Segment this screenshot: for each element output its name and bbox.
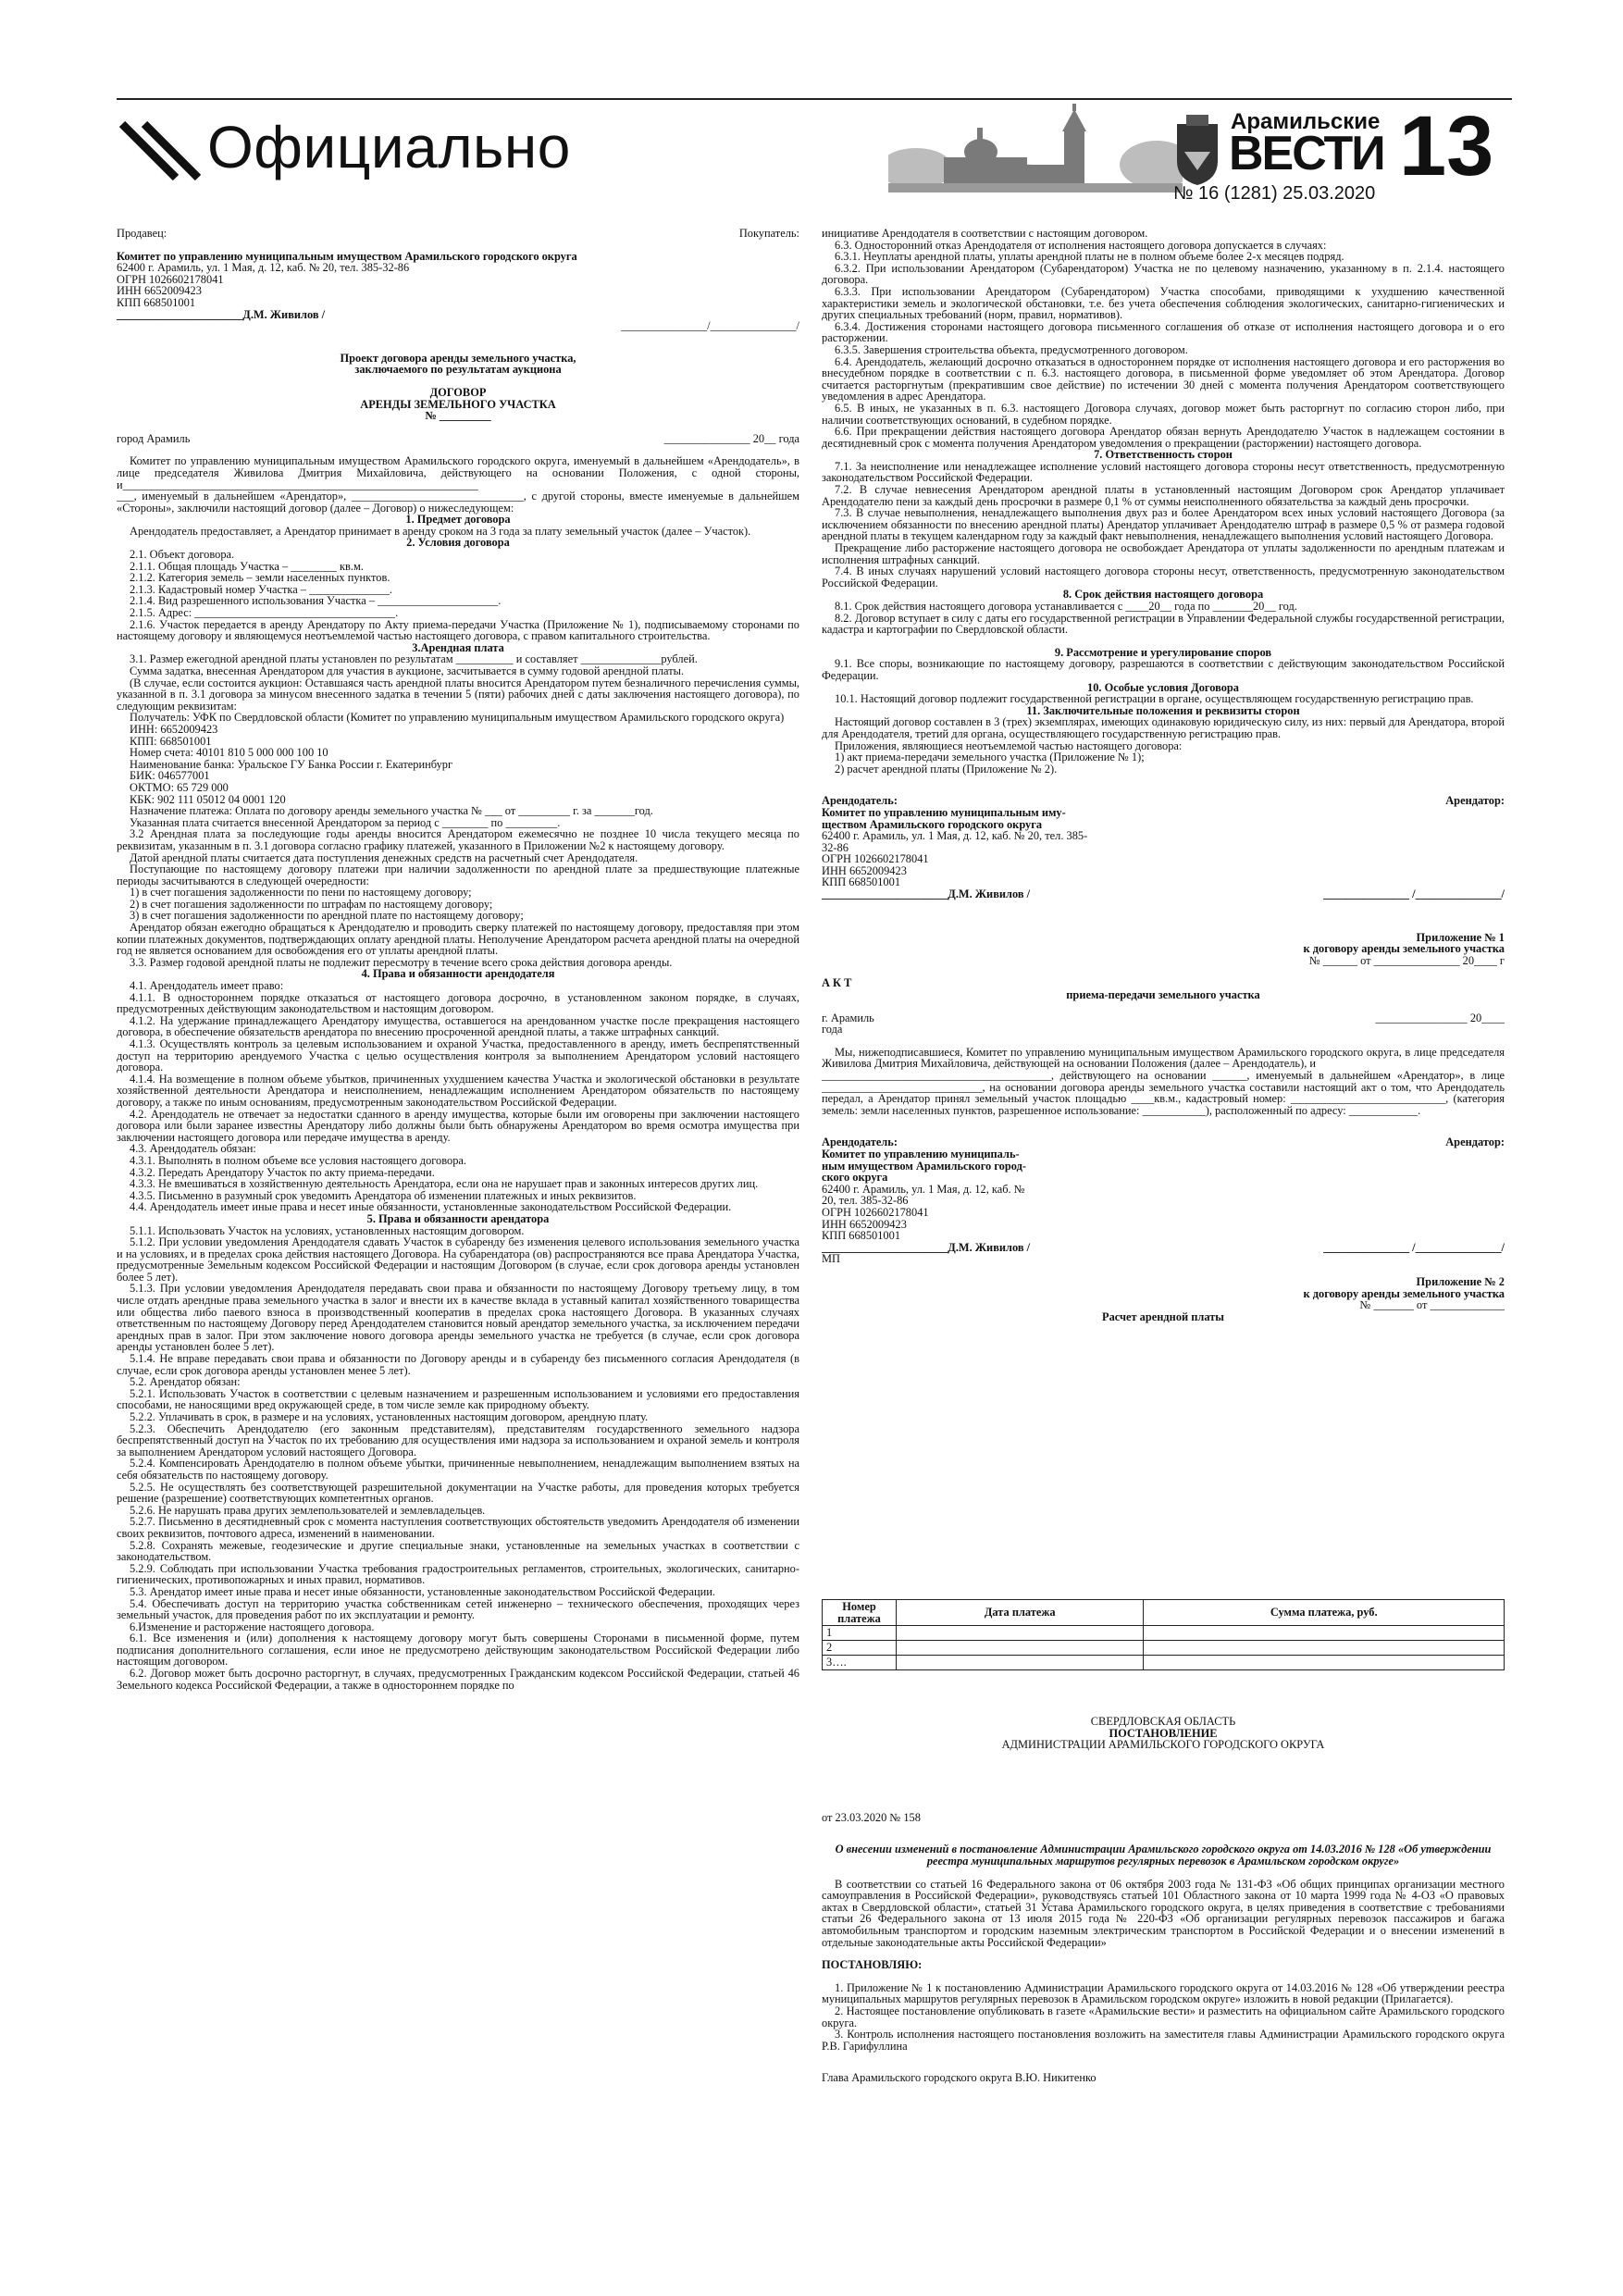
paragraph: 10.1. Настоящий договор подлежит государственной регистрации в органе, осуществляющем государственную регистрацию прав.	[835, 692, 1474, 706]
paragraph: О внесении изменений в постановление Администрации Арамильского городского округа от 14.03.2016 № 128 «Об утверждении реестра муниципальных маршрутов регулярных перевозок в Арамильском городском округе»	[835, 1843, 1492, 1868]
spacer	[822, 775, 1505, 795]
contract-column-left	[117, 228, 799, 1691]
payment-table-wrap	[822, 1599, 1505, 1670]
paragraph: 4.1. Арендодатель имеет право:	[130, 979, 284, 993]
paragraph: Арендатор обязан ежегодно обращаться к Арендодателю и проводить сверку платежей по настоящему договору, предоставляя при этом копии платежных документов, подтверждающих оплату арендной платы. Неполучение Арендатором расчета арендной платы на очередной год не является основанием для освобождения его от уплаты арендной платы.	[117, 921, 799, 958]
paragraph: 1. Приложение № 1 к постановлению Администрации Арамильского городского округа от 14.03.2016 № 128 «Об утверждении реестра муниципальных маршрутов регулярных перевозок в Арамильском городском округе» изложить в новой редакции (Прилагается).	[822, 1980, 1505, 2006]
paragraph: ______________________Д.М. Живилов /	[117, 307, 326, 321]
table-cell	[1144, 1656, 1505, 1670]
paragraph: 4.1.4. На возмещение в полном объеме убытков, причиненных ухудшением качества Участка и экологической обстановки в результате хозяйственной деятельности Арендатора и неисполнением, ненадлежащим исполнением Арендатором обязательств по настоящему договору, а также по иным основаниям, предусмотренным законодательством Российской Федерации.	[117, 1072, 799, 1109]
paragraph: 4.1.2. На удержание принадлежащего Арендатору имущества, оставшегося на арендованном участке после прекращения настоящего договора, в обеспечение обязательств арендатора по внесению просроченной арендной платы, а также штрафных санкций.	[117, 1013, 799, 1039]
paragraph: 6.3.5. Завершения строительства объекта, предусмотренного договором.	[835, 342, 1188, 356]
paragraph: 6.3. Односторонний отказ Арендодателя от исполнения настоящего договора допускается в случаях:	[835, 238, 1327, 252]
paragraph: 5.2.2. Уплачивать в срок, в размере и на условиях, установленных настоящим договором, арендную плату.	[130, 1410, 649, 1423]
paragraph: БИК: 046577001	[130, 769, 210, 783]
two-part-line	[117, 228, 799, 240]
table-cell: 1	[823, 1626, 897, 1641]
paragraph: Датой арендной платы считается дата поступления денежных средств на расчетный счет Арендодателя.	[130, 850, 638, 864]
paragraph: 7.4. В иных случаях нарушений условий настоящего договора стороны несут, ответственность, предусмотренную законодательством Российской Федерации.	[822, 565, 1505, 590]
line-left: г. Арамиль	[822, 1011, 874, 1024]
paragraph: № ______ от _______________ 20____ г	[1308, 953, 1505, 967]
paragraph: МП	[822, 1252, 840, 1266]
spacer	[822, 1001, 1505, 1012]
paragraph: 4.3.3. Не вмешиваться в хозяйственную деятельность Арендатора, если она не нарушает прав и законных интересов других лиц.	[130, 1177, 759, 1191]
paragraph: 2.1.6. Участок передается в аренду Арендатору по Акту приема-передачи Участка (Приложение № 1), подписываемому сторонами по настоящему договору и являющемуся неотъемлемой частью настоящего договора, с правом капитального строительства.	[117, 617, 799, 643]
section-heading: 10. Особые условия Договора	[1087, 680, 1239, 694]
paragraph: КПП: 668501001	[130, 734, 212, 748]
paragraph: 2.1.3. Кадастровый номер Участка – ______________.	[130, 582, 392, 596]
paragraph: 2.1.4. Вид разрешенного использования Участка – _____________________.	[130, 594, 502, 608]
spacer	[822, 1868, 1505, 1879]
paragraph: 5.2.7. Письменно в десятидневный срок с момента наступления соответствующих обстоятельств уведомить Арендодателя об изменении своих реквизитов, почтового адреса, изменений в наименовании.	[117, 1515, 799, 1540]
paragraph: 5.1.2. При условии уведомления Арендодателя сдавать Участок в субаренду без изменения целевого использования земельного участка и на условиях, и в пределах срока действия настоящего Договора. На субарендатора (ов) распространяются все права Арендатора Участка, предусмотренные Земельным кодексом Российской Федерации и настоящим Договором (в случае, если срок договора аренды установлен более 5 лет).	[117, 1235, 799, 1284]
paragraph: 2.1.1. Общая площадь Участка – ________ кв.м.	[130, 559, 364, 573]
section-heading: 1. Предмет договора	[405, 513, 511, 527]
paragraph: 5.2.1. Использовать Участок в соответствии с целевым назначением и разрешенным использованием и условиями его предоставления способами, не наносящими вред окружающей среде, в том числе земле как природному объекту.	[117, 1386, 799, 1412]
paragraph: Комитет по управлению муниципальным имуществом Арамильского городского округа, именуемый в дальнейшем «Арендодатель», в лице председателя Живилова Дмитрия Михайловича, действующего на основании Положения, с одной стороны, и______________________________________________________________	[117, 454, 799, 491]
section-heading: 9. Рассмотрение и урегулирование споров	[1054, 645, 1272, 659]
paragraph: ПОСТАНОВЛЕНИЕ	[1109, 1726, 1218, 1740]
paragraph: 5.2.9. Соблюдать при использовании Участка требования градостроительных регламентов, строительных, экологических, санитарно-гигиенических, противопожарных и иных правил, нормативов.	[117, 1561, 799, 1587]
paragraph: 7.1. За неисполнение или ненадлежащее исполнение условий настоящего договора стороны несут ответственность, предусмотренную законодательством Российской Федерации.	[822, 459, 1505, 485]
spacer	[822, 636, 1505, 647]
paragraph: Арендодатель предоставляет, а Арендатор принимает в аренду сроком на 3 года за плату земельный участок (далее – Участок).	[130, 524, 751, 538]
line-right: _______________ /_______________/	[1323, 1240, 1505, 1254]
paragraph: 5.2.3. Обеспечить Арендодателю (его законным представителям), представителям государственного земельного надзора беспрепятственный доступ на Участок по их требованию для осуществления ими надзора за использованием и охраной земель и контроля за выполнением Арендатором условий настоящего Договора.	[117, 1421, 799, 1458]
section-heading: 7. Ответственность сторон	[1094, 448, 1233, 462]
paragraph: Указанная плата считается внесенной Арендатором за период с ________ по _________.	[130, 815, 561, 829]
section-heading: АРЕНДЫ ЗЕМЕЛЬНОГО УЧАСТКА	[360, 397, 556, 411]
section-heading: 5. Права и обязанности арендатора	[366, 1211, 550, 1225]
paragraph: 5.3. Арендатор имеет иные права и несет иные обязанности, установленные законодательством Российской Федерации.	[130, 1584, 715, 1598]
paragraph: 4.1.1. В одностороннем порядке отказаться от настоящего договора досрочно, в установленном законом порядке, в случаях, предусмотренных действующим законодательством и настоящим договором.	[117, 990, 799, 1016]
paragraph: Поступающие по настоящему договору платежи при наличии задолженности по арендной плате за предшествующие платежные периоды засчитываются в следующей очередности:	[117, 863, 799, 887]
paragraph: 7.3. В случае невыполнения, ненадлежащего выполнения двух раз и более Арендатором всех иных условий настоящего Договора (за исключением обязанности по внесению арендной платы) Арендатор уплачивает Арендодателю штраф в размере 0,5 % от размера годовой арендной платы в текущем календарном году за каждый факт невыполнения, ненадлежащего выполнения условий настоящего Договора.	[822, 506, 1505, 543]
paragraph: КПП 668501001	[822, 875, 901, 889]
paragraph: 5.2.5. Не осуществлять без соответствующей разрешительной документации на Участке работы, для проведения которых требуется решение (разрешение) соответствующих компетентных органов.	[117, 1480, 799, 1506]
paragraph: ществом Арамильского городского округа	[822, 817, 1043, 831]
line-left: ______________________Д.М. Живилов /	[822, 887, 1031, 901]
two-part-line	[822, 1012, 1505, 1024]
paragraph: 4.2. Арендодатель не отвечает за недостатки сданного в аренду имущества, которые были им оговорены при заключении настоящего договора или были заранее известны Арендатору либо должны были быть обнаружены Арендатором во время осмотра имущества при заключении настоящего договора или передаче имущества в аренду.	[117, 1107, 799, 1144]
line-left: Продавец:	[117, 227, 167, 240]
paragraph: 4.1.3. Осуществлять контроль за целевым использованием и охраной Участка, предоставленного в аренду, иметь беспрепятственный доступ на территорию арендуемого Участка с целью осуществления контроля за выполнением Арендатором условий настоящего договора.	[117, 1037, 799, 1074]
paragraph: 3.3. Размер годовой арендной платы не подлежит пересмотру в течение всего срока действия договора аренды.	[130, 955, 673, 969]
spacer	[822, 1036, 1505, 1047]
two-part-line	[117, 433, 799, 445]
paragraph: 1) в счет погашения задолженности по пени по настоящему договору;	[130, 886, 472, 900]
paragraph: ОГРН 1026602178041	[822, 852, 929, 866]
paragraph: 62400 г. Арамиль, ул. 1 Мая, д. 12, каб. № 20, тел. 385-	[822, 829, 1088, 843]
paragraph: ___, именуемый в дальнейшем «Арендатор», ______________________________, с другой стороны, вместе именуемые в дальнейшем «Стороны», заключили настоящий договор (далее – Договор) о нижеследующем:	[117, 490, 799, 515]
line-left: А К Т	[822, 976, 852, 990]
paragraph: Настоящий договор составлен в 3 (трех) экземплярах, имеющих одинаковую юридическую силу, из них: первый для Арендатора, второй для Арендодателя, третий для органа, осуществляющего государственную регистрацию прав.	[822, 715, 1505, 740]
section-heading: 2. Условия договора	[406, 536, 510, 550]
paragraph: ОКТМО: 65 729 000	[130, 780, 229, 794]
paragraph: 62400 г. Арамиль, ул. 1 Мая, д. 12, каб. № 20, тел. 385-32-86	[117, 261, 410, 275]
line-left: город Арамиль	[117, 431, 191, 445]
section-heading: 3.Арендная плата	[412, 640, 504, 654]
table-header: Дата платежа	[897, 1600, 1144, 1626]
spacer	[822, 1675, 1505, 1695]
paragraph: ПОСТАНОВЛЯЮ:	[822, 1958, 923, 1972]
paragraph: 6.1. Все изменения и (или) дополнения к настоящему договору могут быть совершены Сторонами в письменной форме, путем подписания дополнительного соглашения, если иное не предусмотрено действующим законодательством Российской Федерации либо настоящим договором.	[117, 1632, 799, 1669]
paragraph: КПП 668501001	[822, 1229, 901, 1243]
paragraph: Сумма задатка, внесенная Арендатором для участия в аукционе, засчитывается в сумму годовой арендной платы.	[130, 664, 685, 677]
line-right: Арендатор:	[1445, 1136, 1505, 1149]
line-left: ______________________Д.М. Живилов /	[822, 1240, 1031, 1254]
paragraph: ИНН 6652009423	[117, 284, 202, 298]
spacer	[822, 921, 1505, 932]
two-part-line	[822, 888, 1505, 900]
issue-number: № 16 (1281) 25.03.2020	[1173, 183, 1376, 204]
paragraph: ________________________________________, действующего на основании ______, именуемый в дальнейшем «Арендатор», в лице ____________________________, на основании договора аренды земельного участка составили настоящий акт о том, что Арендодатель передал, а Арендатор принял земельный участок площадью ____кв.м., кадастровый номер: ___________________________, (категория земель: земли населенных пунктов, разрешенное использование: ___________), расположенный по адресу: ____________.	[822, 1069, 1505, 1117]
brand-main: ВЕСТИ	[1229, 127, 1384, 180]
spacer	[822, 1751, 1505, 1771]
paragraph: 6.5. В иных, не указанных в п. 6.3. настоящего Договора случаях, договор может быть расторгнут по согласию сторон либо, при наличии соответствующих оснований, в судебном порядке.	[822, 401, 1505, 427]
paragraph: 4.4. Арендодатель имеет иные права и несет иные обязанности, установленные законодательством Российской Федерации.	[130, 1200, 732, 1214]
paragraph: ИНН 6652009423	[822, 863, 907, 877]
line-right: Покупатель:	[738, 227, 799, 240]
spacer	[822, 1695, 1505, 1716]
rubric-title: Официально	[207, 114, 571, 180]
paragraph: Наименование банка: Уральское ГУ Банка России г. Екатеринбург	[130, 757, 453, 771]
paragraph: Назначение платежа: Оплата по договору аренды земельного участка № ___ от _________ г. за _______год.	[130, 804, 653, 818]
spacer	[822, 1771, 1505, 1792]
spacer	[822, 1971, 1505, 1982]
paragraph: 7.2. В случае невнесения Арендатором арендной платы в установленный настоящим Договором срок Арендатор уплачивает Арендодателю пени за каждый день просрочки в размере 0,1 % от суммы неисполненного обязательства за каждый день просрочки.	[822, 483, 1505, 508]
line-right: _______________ 20__ года	[663, 431, 799, 445]
paragraph: Приложение № 1	[1416, 930, 1505, 944]
paragraph: 2.1.2. Категория земель – земли населенных пунктов.	[130, 571, 390, 585]
table-row	[823, 1641, 1505, 1656]
section-heading: заключаемого по результатам аукциона	[354, 363, 562, 377]
paragraph: Расчет арендной платы	[1102, 1309, 1224, 1323]
table-cell: 2	[823, 1641, 897, 1656]
paragraph: Комитет по управлению муниципальным имуществом Арамильского городского округа	[117, 249, 577, 263]
paragraph: 5.2.6. Не нарушать права других землепользователей и землевладельцев.	[130, 1503, 486, 1517]
table-header: Номер платежа	[823, 1600, 897, 1626]
section-heading: № _________	[425, 409, 491, 423]
payment-schedule-table	[822, 1599, 1505, 1670]
paragraph: ным имуществом Арамильского город-	[822, 1159, 1026, 1173]
spacer	[117, 422, 799, 433]
paragraph: 5.2.4. Компенсировать Арендодателю в полном объеме убытки, причиненные невыполнением, ненадлежащим выполнением взятых на себя обязательств по настоящему договору.	[117, 1457, 799, 1482]
line-left: Арендодатель:	[822, 794, 898, 808]
paragraph: Номер счета: 40101 810 5 000 000 100 10	[130, 746, 328, 760]
spacer	[822, 1948, 1505, 1959]
paragraph: Приложение № 2	[1416, 1274, 1505, 1288]
paragraph: ского округа	[822, 1171, 888, 1185]
paragraph: 2.1.5. Адрес: ___________________________________.	[130, 606, 399, 620]
spacer	[822, 1823, 1505, 1843]
section-heading: ДОГОВОР	[429, 385, 487, 399]
decree-block	[822, 1675, 1505, 2084]
line-right: _______________ /_______________/	[1323, 887, 1505, 901]
table-row	[823, 1656, 1505, 1670]
line-left: Арендодатель:	[822, 1136, 898, 1149]
paragraph: 3) в счет погашения задолженности по арендной плате по настоящему договору;	[130, 909, 524, 923]
coat-of-arms-icon	[1173, 115, 1221, 187]
paragraph: ОГРН 1026602178041	[117, 272, 224, 286]
newspaper-logo	[1173, 109, 1384, 192]
paragraph: от 23.03.2020 № 158	[822, 1810, 921, 1824]
paragraph: года	[822, 1023, 843, 1036]
spacer	[117, 332, 799, 353]
paragraph: 5.2.8. Сохранять межевые, геодезические и другие специальные знаки, установленные на земельных участках в соответствии с законодательством.	[117, 1538, 799, 1564]
paragraph: 5.2. Арендатор обязан:	[130, 1375, 241, 1389]
table-cell	[1144, 1641, 1505, 1656]
table-cell	[1144, 1626, 1505, 1641]
section-heading: 8. Срок действия настоящего договора	[1062, 588, 1264, 602]
church-skyline-icon	[888, 104, 1183, 192]
paragraph: инициативе Арендодателя в соответствии с настоящим договором.	[822, 227, 1148, 240]
paragraph: 4.3.2. Передать Арендатору Участок по акту приема-передачи.	[130, 1165, 435, 1179]
spacer	[117, 240, 799, 251]
rubric-slashes-icon	[117, 120, 202, 181]
two-part-line	[822, 1242, 1505, 1254]
table-cell	[897, 1656, 1144, 1670]
paragraph: Комитет по управлению муниципаль-	[822, 1147, 1020, 1160]
paragraph: 20, тел. 385-32-86	[822, 1194, 909, 1208]
paragraph: 6.2. Договор может быть досрочно расторгнут, в случаях, предусмотренных Гражданским кодексом Российской Федерации, статьей 46 Земельного кодекса Российской Федерации, а также в одностороннем порядке по	[117, 1667, 799, 1692]
paragraph: 3. Контроль исполнения настоящего постановления возложить на заместителя главы Администрации Арамильского городского округа Р.В. Гарифуллина	[822, 2028, 1505, 2053]
paragraph: 2) в счет погашения задолженности по штрафам по настоящему договору;	[130, 897, 493, 911]
paragraph: 9.1. Все споры, возникающие по настоящему договору, разрешаются в соответствии с действующим законодательством Российской Федерации.	[822, 657, 1505, 682]
paragraph: 5.1.4. Не вправе передавать свои права и обязанности по Договору аренды и в субаренду без письменного согласия Арендодателя (в случае, если срок договора аренды установлен менее 5 лет).	[117, 1352, 799, 1377]
paragraph: 6.3.3. При использовании Арендатором (Субарендатором) Участка способами, приводящими к ухудшению качественной характеристики земель и экологической обстановки, т.е. без учета обеспечения соблюдения экологических, санитарно-гигиенических и других специальных требований (норм, правил, нормативов).	[822, 284, 1505, 322]
section-heading: 4. Права и обязанности арендодателя	[361, 967, 555, 981]
paragraph: КБК: 902 111 05012 04 0001 120	[130, 792, 286, 806]
paragraph: 6.6. При прекращении действия настоящего договора Арендатор обязан вернуть Арендодателю Участок в надлежащем состоянии в десятидневный срок с момента получения Арендатором уведомления о прекращении (расторжении) настоящего договора.	[822, 425, 1505, 450]
spacer	[822, 1792, 1505, 1812]
spacer	[822, 966, 1505, 977]
paragraph: 6.3.4. Достижения сторонами настоящего договора письменного соглашения об отказе от исполнения настоящего договора и о его расторжении.	[822, 319, 1505, 345]
paragraph: 8.2. Договор вступает в силу с даты его государственной регистрации в Управлении Федеральной службы государственной регистрации, кадастра и картографии по Свердловской области.	[822, 611, 1505, 637]
paragraph: приема-передачи земельного участка	[1066, 988, 1260, 1002]
table-header: Сумма платежа, руб.	[1144, 1600, 1505, 1626]
paragraph: ИНН 6652009423	[822, 1217, 907, 1231]
paragraph: Мы, нижеподписавшиеся, Комитет по управлению муниципальным имуществом Арамильского городского округа, в лице председателя Живилова Дмитрия Михайловича, действующей на основании Положения (далее – Арендодатель), и	[822, 1045, 1505, 1071]
paragraph: 3.1. Размер ежегодной арендной платы установлен по результатам __________ и составляет ______________рублей.	[130, 652, 698, 666]
paragraph: 5.1.3. При условии уведомления Арендодателя передавать свои права и обязанности по настоящему Договору третьему лицу, в том числе отдать арендные права земельного участка в залог и внести их в качестве вклада в уставный капитал хозяйственного товарищества или общества либо паевого взноса в производственный кооператив в пределах срока настоящего Договора. В указанных случаях ответственным по настоящему Договору перед Арендодателем становится новый арендатор земельного участка, за исключением передачи арендных прав в залог. При этом заключение нового договора аренды земельного участка не требуется (в случае, если срок договора аренды установлен более 5 лет).	[117, 1282, 799, 1354]
paragraph: 6.Изменение и расторжение настоящего договора.	[130, 1620, 375, 1633]
spacer	[822, 1116, 1505, 1136]
paragraph: АДМИНИСТРАЦИИ АРАМИЛЬСКОГО ГОРОДСКОГО ОКРУГА	[1001, 1738, 1325, 1752]
header-rule	[117, 98, 1512, 100]
paragraph: Получатель: УФК по Свердловской области (Комитет по управлению муниципальным имуществом Арамильского городского округа)	[130, 711, 785, 725]
paragraph: к договору аренды земельного участка	[1303, 942, 1505, 956]
line-right: Арендатор:	[1445, 794, 1505, 808]
paragraph: 6.4. Арендодатель, желающий досрочно отказаться в одностороннем порядке от исполнения настоящего договора и его расторжения во внесудебном порядке в соответствии с п. 6.3. настоящего договора, в письменной форме уведомляет об этом Арендатора. Договор считается расторгнутым (прекратившим свое действие) по истечении 30 дней с момента получения Арендатором соответствующего уведомления в адрес Арендатора.	[822, 354, 1505, 403]
page-number: 13	[1399, 99, 1494, 193]
paragraph: 4.3.5. Письменно в разумный срок уведомить Арендатора об изменении платежных и иных реквизитов.	[130, 1188, 637, 1202]
paragraph: 2) расчет арендной платы (Приложение № 2).	[835, 762, 1058, 776]
paragraph: _______________/_______________/	[621, 319, 799, 333]
paragraph: 6.3.1. Неуплаты арендной платы, уплаты арендной платы не в полном объеме более 2-х месяцев подряд.	[835, 250, 1344, 264]
line-right: ________________ 20____	[1375, 1011, 1505, 1024]
paragraph: 3.2 Арендная плата за последующие годы аренды вносится Арендатором ежемесячно не позднее 10 числа текущего месяца по реквизитам, указанным в п. 3.1 договора согласно графику платежей, указанного в Приложении №2 к настоящему договору.	[117, 827, 799, 852]
paragraph: 4.3. Арендодатель обязан:	[130, 1142, 256, 1156]
table-cell	[897, 1641, 1144, 1656]
paragraph: КПП 668501001	[117, 295, 196, 309]
paragraph: 4.3.1. Выполнять в полном объеме все условия настоящего договора.	[130, 1153, 467, 1167]
paragraph: СВЕРДЛОВСКАЯ ОБЛАСТЬ	[1090, 1715, 1236, 1728]
paragraph: № _______ от _____________	[1359, 1298, 1505, 1312]
paragraph: Комитет по управлению муниципальным иму-	[822, 805, 1066, 819]
spacer	[822, 1265, 1505, 1276]
paragraph: 1) акт приема-передачи земельного участка (Приложение № 1);	[835, 751, 1145, 764]
brand-top: Арамильские	[1231, 109, 1381, 134]
paragraph: 2.1. Объект договора.	[130, 548, 235, 562]
paragraph: 5.4. Обеспечивать доступ на территорию участка собственникам сетей инженерно – технического обеспечения, проходящих через земельный участок, для проведения работ по их эксплуатации и ремонту.	[117, 1596, 799, 1622]
contract-column-right	[822, 228, 1505, 1322]
paragraph: ИНН: 6652009423	[130, 722, 218, 736]
paragraph: Прекращение либо расторжение настоящего договора не освобождает Арендатора от уплаты задолженности по арендным платежам и исполнения штрафных санкций.	[822, 541, 1505, 566]
spacer	[822, 2052, 1505, 2072]
table-cell: 3….	[823, 1656, 897, 1670]
paragraph: Глава Арамильского городского округа В.Ю. Никитенко	[822, 2071, 1096, 2085]
table-cell	[897, 1626, 1144, 1641]
paragraph: 2. Настоящее постановление опубликовать в газете «Арамильские вести» и разместить на официальном сайте Арамильского городского округа.	[822, 2004, 1505, 2029]
paragraph: 32-86	[822, 840, 849, 854]
paragraph: ОГРН 1026602178041	[822, 1205, 929, 1219]
paragraph: (В случае, если состоится аукцион: Оставшаяся часть арендной платы вносится Арендатором путем безналичного перечисления суммы, указанной в п. 3.1 договора за минусом внесенного задатка в течении 5 (пяти) рабочих дней с даты заключения настоящего договора), по следующим реквизитам:	[117, 676, 799, 713]
table-row	[823, 1626, 1505, 1641]
paragraph: В соответствии со статьей 16 Федерального закона от 06 октября 2003 года № 131-ФЗ «Об общих принципах организации местного самоуправления в Российской Федерации», руководствуясь статьей 101 Областного закона от 10 марта 1999 года № 4-ОЗ «О правовых актах в Свердловской области», статьей 31 Устава Арамильского городского округа, в целях приведения в соответствие с требованиями статьи 26 Федерального закона от 13 июля 2015 года № 220-ФЗ «Об организации регулярных перевозок пассажиров и багажа автомобильным транспортом и городским наземным электрическим транспортом в Российской Федерации и о внесении изменений в отдельные законодательные акты Российской Федерации»	[822, 1877, 1505, 1949]
section-heading: 11. Заключительные положения и реквизиты сторон	[1026, 703, 1300, 717]
paragraph: 6.3.2. При использовании Арендатором (Субарендатором) Участка не по целевому назначению, указанному в п. 2.1.4. настоящего договора.	[822, 261, 1505, 287]
paragraph: к договору аренды земельного участка	[1303, 1286, 1505, 1300]
spacer	[822, 900, 1505, 921]
paragraph: Приложения, являющиеся неотъемлемой частью настоящего договора:	[835, 738, 1183, 752]
paragraph: 8.1. Срок действия настоящего договора устанавливается с ____20__ года по _______20__ год.	[835, 600, 1297, 613]
section-heading: Проект договора аренды земельного участка,	[340, 351, 576, 365]
paragraph: 62400 г. Арамиль, ул. 1 Мая, д. 12, каб. №	[822, 1182, 1025, 1196]
paragraph: 5.1.1. Использовать Участок на условиях, установленных настоящим договором.	[130, 1223, 525, 1237]
